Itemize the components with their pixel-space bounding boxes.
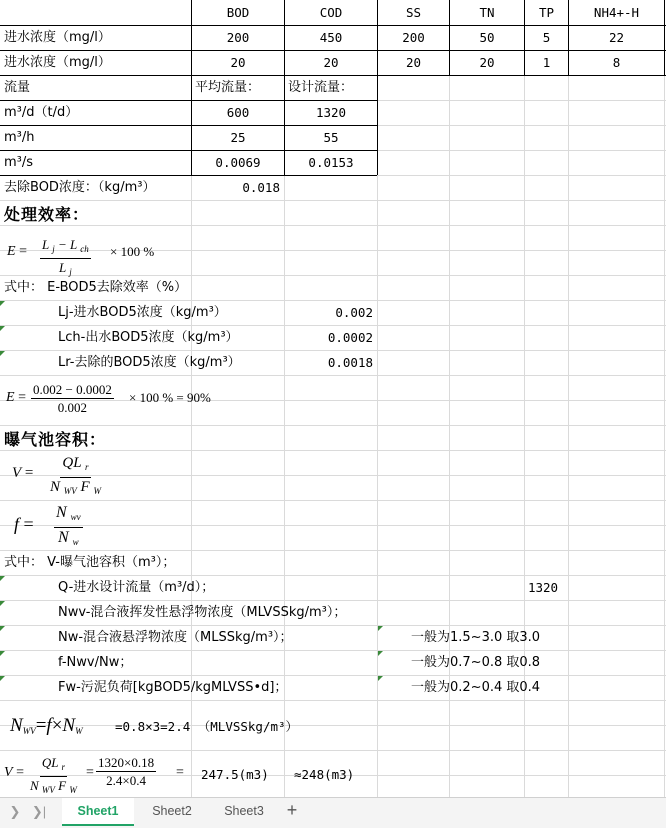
v-calc-lhs: V = <box>4 765 24 780</box>
param-label[interactable]: Lj-进水BOD5浓度（kg/m³） <box>58 305 227 320</box>
design-flow[interactable]: 55 <box>323 130 339 145</box>
param-value[interactable]: 0.002 <box>335 305 373 320</box>
param-label[interactable]: Lr-去除的BOD5浓度（kg/m³） <box>58 355 241 370</box>
cell[interactable]: 200 <box>402 30 425 45</box>
v-formula-lhs: V = <box>12 465 34 481</box>
param-value[interactable]: 0.0018 <box>327 355 373 370</box>
param-note[interactable]: 一般为1.5~3.0 取3.0 <box>411 630 541 645</box>
add-sheet-button[interactable]: + <box>286 800 298 820</box>
comment-marker <box>378 626 383 631</box>
header-tn[interactable]: TN <box>479 5 495 20</box>
avg-flow[interactable]: 600 <box>226 105 250 120</box>
design-flow[interactable]: 1320 <box>315 105 347 120</box>
cell[interactable]: 450 <box>319 30 343 45</box>
param-label[interactable]: Q-进水设计流量（m³/d）； <box>58 580 215 595</box>
v-result[interactable]: 247.5(m3) <box>201 767 269 782</box>
flow-unit[interactable]: m³/s <box>4 155 34 170</box>
header-ss[interactable]: SS <box>405 5 422 20</box>
cell[interactable]: 5 <box>542 30 551 45</box>
v-calc-eq: = <box>86 765 94 780</box>
where-text[interactable]: 式中： E-BOD5去除效率（%） <box>4 280 188 295</box>
nwv-formula: $N_{WV}=f\times N_W$ <box>10 715 83 736</box>
avg-flow[interactable]: 25 <box>230 130 246 145</box>
cell[interactable]: 22 <box>608 30 625 45</box>
chevron-left-icon[interactable]: ❯ <box>9 804 21 819</box>
f-formula-lhs: f = <box>14 514 34 534</box>
param-note[interactable]: 一般为0.7~0.8 取0.8 <box>411 655 541 670</box>
cell[interactable]: 8 <box>612 55 621 70</box>
flow-label[interactable]: 流量 <box>4 80 31 95</box>
cell[interactable]: 20 <box>323 55 339 70</box>
aeration-heading: 曝气池容积： <box>4 430 107 449</box>
param-label[interactable]: Nwv-混合液挥发性悬浮物浓度（MLVSSkg/m³）； <box>58 605 347 620</box>
param-label[interactable]: Fw-污泥负荷[kgBOD5/kgMLVSS•d]； <box>58 680 288 695</box>
calc-fraction: $\frac{0.002 - 0.0002}{0.002}$ <box>33 382 112 415</box>
formula-tail: × 100 % <box>110 244 155 259</box>
param-value[interactable]: 0.0002 <box>327 330 373 345</box>
comment-marker <box>0 601 5 606</box>
comment-marker <box>0 326 5 331</box>
tab-sheet2[interactable]: Sheet2 <box>152 804 192 818</box>
cell[interactable]: 50 <box>479 30 495 45</box>
comment-marker <box>378 651 383 656</box>
cell[interactable]: 20 <box>479 55 495 70</box>
tab-sheet1[interactable]: Sheet1 <box>62 798 134 826</box>
avg-flow-label[interactable]: 平均流量： <box>195 80 261 95</box>
comment-marker <box>0 301 5 306</box>
param-label[interactable]: f-Nwv/Nw； <box>58 655 133 670</box>
f-formula-fraction: $\frac{N _{wv}}{N _w}$ <box>56 504 81 547</box>
flow-unit[interactable]: m³/d（t/d） <box>4 105 79 120</box>
design-flow-label[interactable]: 设计流量： <box>288 80 354 95</box>
comment-marker <box>378 676 383 681</box>
param-label[interactable]: Lch-出水BOD5浓度（kg/m³） <box>58 330 239 345</box>
nwv-calc: =0.8×3=2.4 （MLVSSkg/m³） <box>115 719 299 734</box>
comment-marker <box>0 351 5 356</box>
v-calc-fraction-numeric: $\frac{1320\times 0.18}{2.4\times 0.4}$ <box>98 755 155 788</box>
sheet-tab-bar <box>0 797 666 828</box>
aeration-where[interactable]: 式中： V-曝气池容积（m³）； <box>4 555 176 570</box>
calc-lhs: E = <box>6 390 26 405</box>
last-sheet-icon[interactable]: ❯| <box>31 804 47 819</box>
header-bod[interactable]: BOD <box>226 5 250 20</box>
header-cod[interactable]: COD <box>319 5 343 20</box>
bod-removed-value[interactable]: 0.018 <box>242 180 280 195</box>
design-flow[interactable]: 0.0153 <box>308 155 354 170</box>
header-tp[interactable]: TP <box>538 5 555 20</box>
bod-removed-label[interactable]: 去除BOD浓度：（kg/m³） <box>4 180 156 195</box>
row-out-label[interactable]: 进水浓度（mg/l） <box>4 55 111 70</box>
flow-unit[interactable]: m³/h <box>4 130 35 145</box>
cell[interactable]: 1 <box>542 55 551 70</box>
cell[interactable]: 20 <box>405 55 422 70</box>
row-in-label[interactable]: 进水浓度（mg/l） <box>4 30 111 45</box>
param-label[interactable]: Nw-混合液悬浮物浓度（MLSSkg/m³）； <box>58 630 293 645</box>
comment-marker <box>0 626 5 631</box>
comment-marker <box>0 651 5 656</box>
comment-marker <box>0 576 5 581</box>
v-formula-fraction: $\frac{QL _r}{N _{WV} F _W}$ <box>50 455 101 496</box>
v-calc-eq: = <box>176 765 184 780</box>
v-approx[interactable]: ≈248(m3) <box>294 767 355 782</box>
v-calc-fraction-symbolic: $\frac{QL _r}{N _{WV} F _W}$ <box>30 755 77 795</box>
cell[interactable]: 20 <box>230 55 246 70</box>
comment-marker <box>0 676 5 681</box>
header-nh4[interactable]: NH4+-H <box>593 5 640 20</box>
formula-lhs: E = <box>7 244 27 259</box>
avg-flow[interactable]: 0.0069 <box>215 155 261 170</box>
param-note[interactable]: 一般为0.2~0.4 取0.4 <box>411 680 541 695</box>
calc-tail: × 100 % = 90% <box>129 390 211 405</box>
efficiency-heading: 处理效率： <box>4 205 90 224</box>
formula-fraction: $\frac{L _j - L _{ch}}{L _j}$ <box>42 237 89 277</box>
tab-sheet3[interactable]: Sheet3 <box>224 804 264 818</box>
param-value[interactable]: 1320 <box>527 580 559 595</box>
cell[interactable]: 200 <box>226 30 250 45</box>
